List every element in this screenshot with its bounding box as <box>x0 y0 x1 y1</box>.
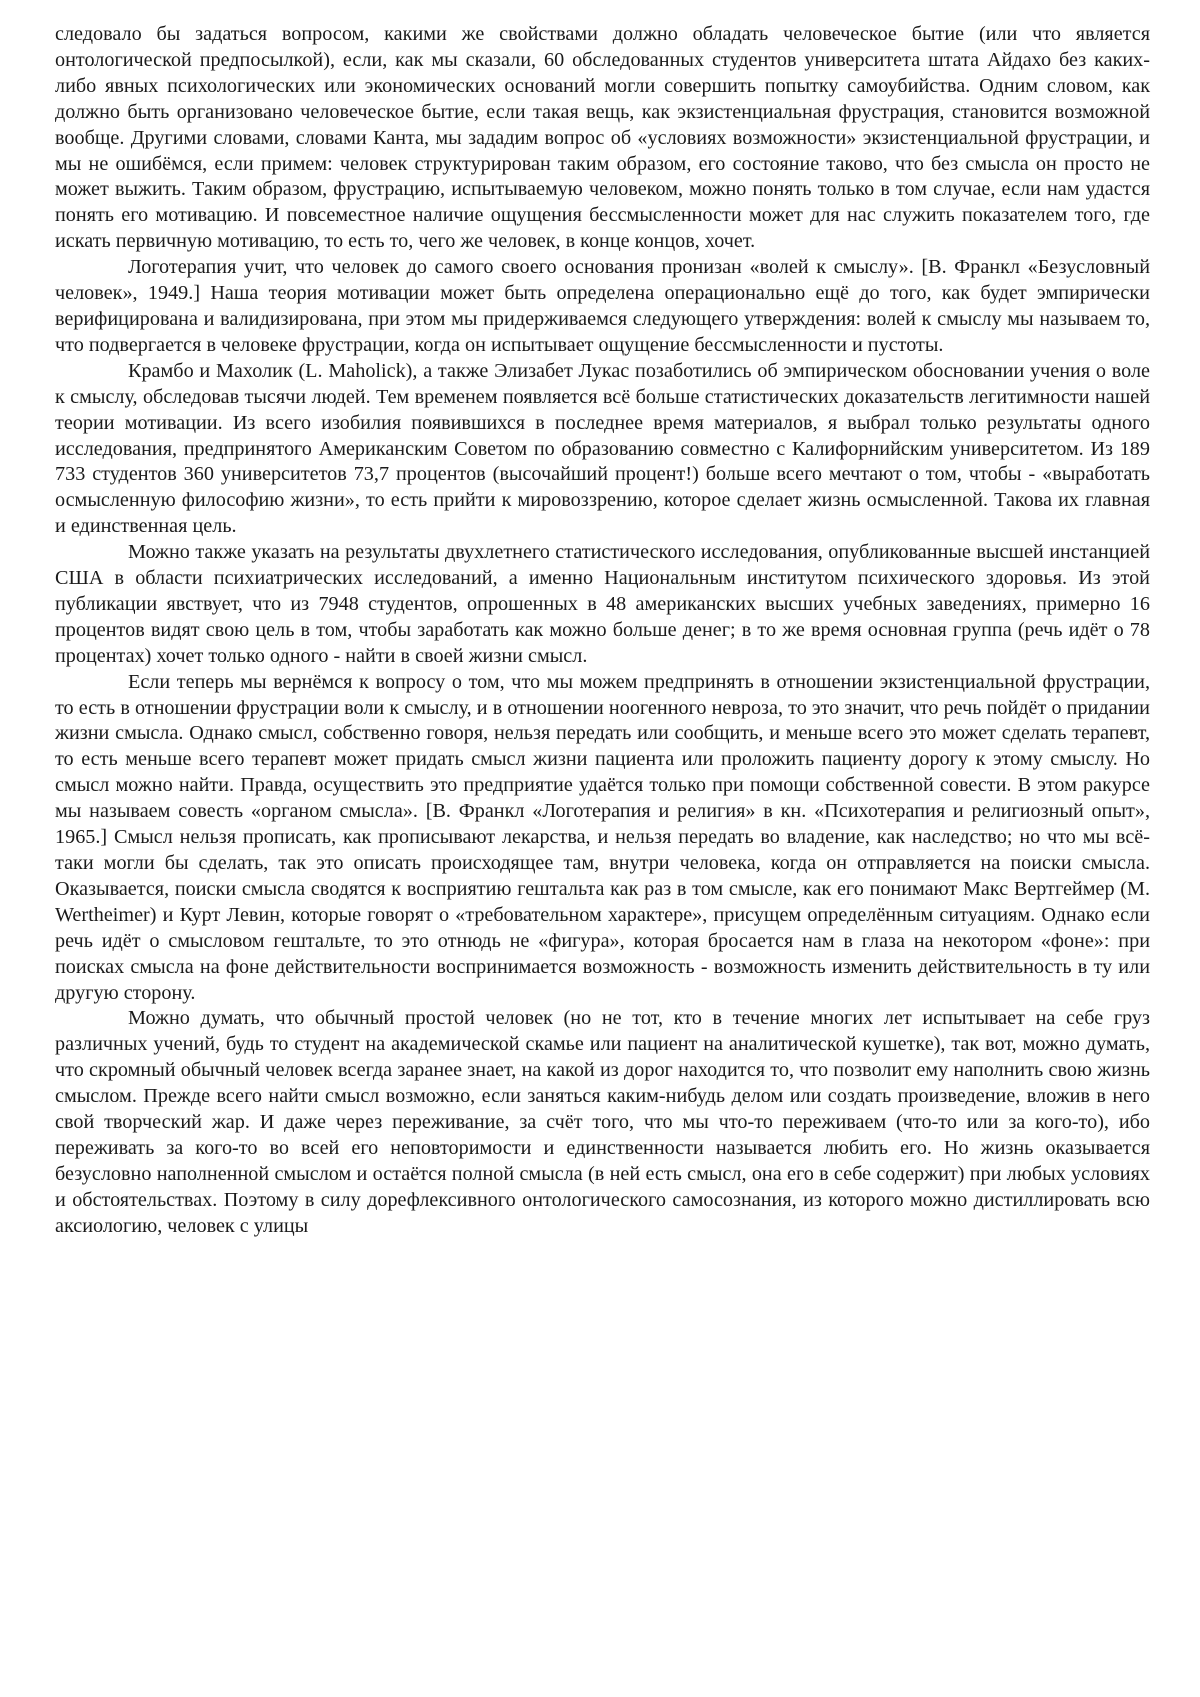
paragraph: Логотерапия учит, что человек до самого своего основания пронизан «волей к смыслу». [В. Франкл «Безусловный человек», 1949.] Наша теория мотивации может быть определена операционально ещё до того, как будет эмпирически верифицирована и валидизирована, при этом мы придерживаемся следующего утверждения: волей к смыслу мы называем то, что подвергается в человеке фрустрации, когда он испытывает ощущение бессмысленности и пустоты. <box>55 256 1150 356</box>
paragraph: Можно также указать на результаты двухлетнего статистического исследования, опубликованные высшей инстанцией США в области психиатрических исследований, а именно Национальным институтом психического здоровья. Из этой публикации явствует, что из 7948 студентов, опрошенных в 48 американских высших учебных заведениях, примерно 16 процентов видят свою цель в том, чтобы заработать как можно больше денег; в то же время основная группа (речь идёт о 78 процентах) хочет только одного - найти в своей жизни смысл. <box>55 541 1150 667</box>
paragraph: Крамбо и Махолик (L. Maholick), а также Элизабет Лукас позаботились об эмпирическом обосновании учения о воле к смыслу, обследовав тысячи людей. Тем временем появляется всё больше статистических доказательств легитимности нашей теории мотивации. Из всего изобилия появившихся в последнее время материалов, я выбрал только результаты одного исследования, предпринятого Американским Советом по образованию совместно с Калифорнийским университетом. Из 189 733 студентов 360 университетов 73,7 процентов (высочайший процент!) больше всего мечтают о том, чтобы - «выработать осмысленную философию жизни», то есть прийти к мировоззрению, которое сделает жизнь осмысленной. Такова их главная и единственная цель. <box>55 359 1150 538</box>
paragraph: следовало бы задаться вопросом, какими же свойствами должно обладать человеческое бытие (или что является онтологической предпосылкой), если, как мы сказали, 60 обследованных студентов университета штата Айдахо без каких-либо явных психологических или экономических оснований могли совершить попытку самоубийства. Одним словом, как должно быть организовано человеческое бытие, если такая вещь, как экзистенциальная фрустрация, становится возможной вообще. Другими словами, словами Канта, мы зададим вопрос об «условиях возможности» экзистенциальной фрустрации, и мы не ошибёмся, если примем: человек структурирован таким образом, его состояние таково, что без смысла он просто не может выжить. Таким образом, фрустрацию, испытываемую человеком, можно понять только в том случае, если нам удастся понять его мотивацию. И повсеместное наличие ощущения бессмысленности может для нас служить показателем того, где искать первичную мотивацию, то есть то, чего же человек, в конце концов, хочет. <box>55 23 1150 253</box>
paragraph: Можно думать, что обычный простой человек (но не тот, кто в течение многих лет испытывает на себе груз различных учений, будь то студент на академической скамье или пациент на аналитической кушетке), так вот, можно думать, что скромный обычный человек всегда заранее знает, на какой из дорог находится то, что позволит ему наполнить свою жизнь смыслом. Прежде всего найти смысл возможно, если заняться каким-нибудь делом или создать произведение, вложив в него свой творческий жар. И даже через переживание, за счёт того, что мы что-то переживаем (что-то или за кого-то), ибо переживать за кого-то во всей его неповторимости и единственности называется любить его. Но жизнь оказывается безусловно наполненной смыслом и остаётся полной смысла (в ней есть смысл, она его в себе содержит) при любых условиях и обстоятельствах. Поэтому в силу дорефлексивного онтологического самосознания, из которого можно дистиллировать всю аксиологию, человек с улицы <box>55 1007 1150 1237</box>
document-page <box>55 22 1150 1240</box>
paragraph: Если теперь мы вернёмся к вопросу о том, что мы можем предпринять в отношении экзистенциальной фрустрации, то есть в отношении фрустрации воли к смыслу, и в отношении ноогенного невроза, то это значит, что речь пойдёт о придании жизни смысла. Однако смысл, собственно говоря, нельзя передать или сообщить, и меньше всего это может сделать терапевт, то есть меньше всего терапевт может придать смысл жизни пациента или проложить пациенту дорогу к этому смыслу. Но смысл можно найти. Правда, осуществить это предприятие удаётся только при помощи собственной совести. В этом ракурсе мы называем совесть «органом смысла». [В. Франкл «Логотерапия и религия» в кн. «Психотерапия и религиозный опыт», 1965.] Смысл нельзя прописать, как прописывают лекарства, и нельзя передать во владение, как наследство; но что мы всё-таки могли бы сделать, так это описать происходящее там, внутри человека, когда он отправляется на поиски смысла. Оказывается, поиски смысла сводятся к восприятию гештальта как раз в том смысле, как его понимают Макс Вертгеймер (M. Wertheimer) и Курт Левин, которые говорят о «требовательном характере», присущем определённым ситуациям. Однако если речь идёт о смысловом гештальте, то это отнюдь не «фигура», которая бросается нам в глаза на некотором «фоне»: при поисках смысла на фоне действительности воспринимается возможность - возможность изменить действительность в ту или другую сторону. <box>55 670 1150 1004</box>
